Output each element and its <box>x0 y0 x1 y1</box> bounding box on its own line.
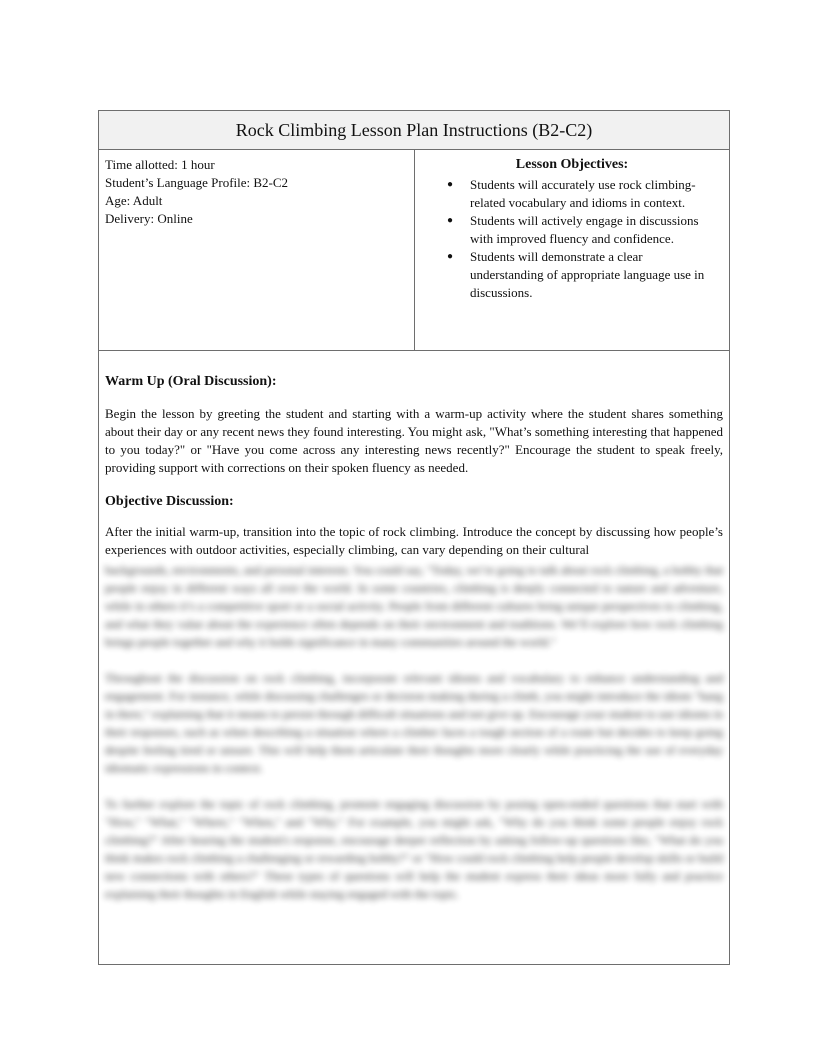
blurred-content <box>105 561 723 903</box>
blurred-paragraph: Throughout the discussion on rock climbing, incorporate relevant idioms and vocabulary to enhance understanding and engagement. For instance, while discussing challenges or decision making during a climb, you might introduce the idiom "hang in there," explaining that it means to persist through difficult situations and not give up. Encourage your student to use idioms in their responses, such as when describing a situation where a climber faces a tough section of a route but decides to keep going despite feeling tired or unsure. This will help them articulate their thoughts more clearly while practicing the use of everyday idiomatic expressions in context. <box>105 671 723 775</box>
objective-discussion-visible <box>105 523 723 561</box>
language-profile: Student’s Language Profile: B2-C2 <box>105 175 289 190</box>
warm-up-text: Begin the lesson by greeting the student and starting with a warm-up activity where the student shares something about their day or any recent news they found interesting. You might ask, "What’s something interesting that happened to you today?" or "Have you come across any interesting news recently?" Encourage the student to speak freely, providing support with corrections on their spoken fluency as needed. <box>105 406 723 475</box>
document-title: Rock Climbing Lesson Plan Instructions (B2-C2) <box>99 111 729 150</box>
objective-discussion-heading: Objective Discussion: <box>105 494 234 509</box>
objective-discussion-text: After the initial warm-up, transition into the topic of rock climbing. Introduce the concept by discussing how people’s experiences with outdoor activities, especially climbing, can vary depending on their cultural <box>105 524 723 557</box>
objective-item: ● Students will accurately use rock climbing-related vocabulary and idioms in context. <box>425 176 719 212</box>
objectives-heading: Lesson Objectives: <box>515 157 629 172</box>
blurred-paragraph: backgrounds, environments, and personal interests. You could say, "Today, we’re going to talk about rock climbing, a hobby that people enjoy in different ways all over the world. In some countries, climbing is deeply connected to nature and adventure, while in others it’s a competitive sport or a social activity. People from different cultures bring unique perspectives to climbing, and what they value about the experience often depends on their environment and traditions. We’ll explore how rock climbing brings people together and why it holds significance in many communities around the world." <box>105 563 723 649</box>
objective-item: ● Students will demonstrate a clear understanding of appropriate language use in discussions. <box>425 248 719 302</box>
lesson-objectives <box>415 150 729 350</box>
info-row <box>99 150 729 351</box>
objectives-list <box>425 176 719 302</box>
objective-item: ● Students will actively engage in discussions with improved fluency and confidence. <box>425 212 719 248</box>
warm-up-heading: Warm Up (Oral Discussion): <box>105 374 277 389</box>
blurred-paragraph: To further explore the topic of rock climbing, promote engaging discussion by posing open-ended questions that start with "How," "What," "Where," "When," and "Why." For example, you might ask, "Why do you think some people enjoy rock climbing?" After hearing the student's response, encourage deeper reflection by asking follow-up questions like, "What do you think makes rock climbing a challenging or rewarding hobby?" or "How could rock climbing help people develop skills or build new connections with others?" These types of questions will help the student express their ideas more fully and practice explaining their thoughts in English while staying engaged with the topic. <box>105 797 723 901</box>
time-allotted: Time allotted: 1 hour <box>105 157 215 172</box>
lesson-info <box>99 150 415 350</box>
delivery-mode: Delivery: Online <box>105 211 193 226</box>
lesson-body <box>99 373 729 903</box>
lesson-plan-table <box>98 110 730 965</box>
student-age: Age: Adult <box>105 193 163 208</box>
